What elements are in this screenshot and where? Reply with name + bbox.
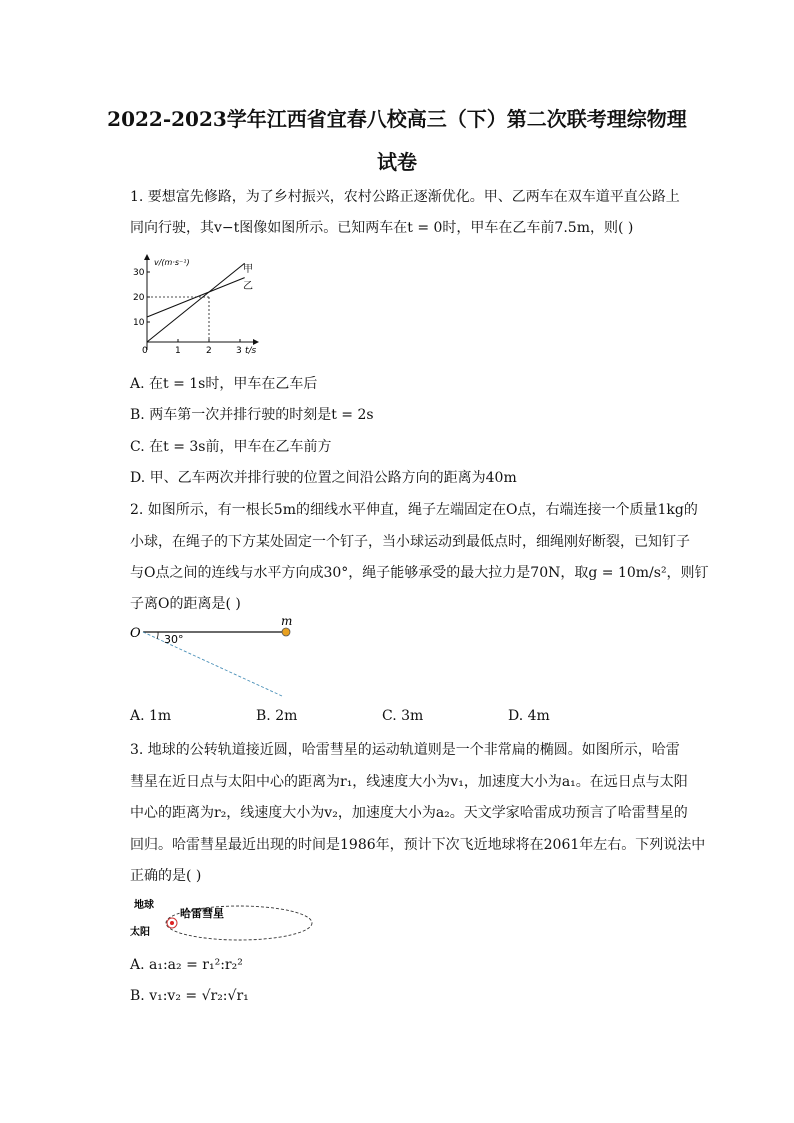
q1-vt-graph xyxy=(125,252,265,360)
q1-xlabel: t/s xyxy=(245,346,257,356)
q1-ytick-label: 10 xyxy=(133,318,145,328)
q1-y-arrow xyxy=(144,254,150,260)
q1-ytick-label: 20 xyxy=(133,293,145,303)
q1-xtick-label: 2 xyxy=(206,346,212,356)
q2-option-b: B. 2m xyxy=(256,708,298,724)
q2-text-line2: 小球，在绳子的下方某处固定一个钉子，当小球运动到最低点时，细绳刚好断裂，已知钉子 xyxy=(130,534,690,550)
q3-label-earth: 地球 xyxy=(134,900,154,911)
q2-option-a: A. 1m xyxy=(130,708,172,724)
q3-label-comet: 哈雷彗星 xyxy=(180,907,224,920)
q2-option-c: C. 3m xyxy=(382,708,424,724)
q1-option-c: C. 在t = 3s前，甲车在乙车前方 xyxy=(130,439,332,455)
q1-xtick-label: 0 xyxy=(142,346,148,356)
q3-text-line3: 中心的距离为r₂，线速度大小为v₂，加速度大小为a₂。天文学家哈雷成功预言了哈雷彗星的 xyxy=(130,805,688,821)
q1-series-yi-line xyxy=(147,278,245,317)
q1-option-a: A. 在t = 1s时，甲车在乙车后 xyxy=(130,376,318,392)
q3-text-line4: 回归。哈雷彗星最近出现的时间是1986年，预计下次飞近地球将在2061年左右。下列说法中 xyxy=(130,837,706,853)
q2-text-line3: 与O点之间的连线与水平方向成30°，绳子能够承受的最大拉力是70N，取g = 10m/s²，则钉 xyxy=(130,565,709,581)
q1-ylabel: v/(m·s⁻¹) xyxy=(154,258,190,267)
q1-xtick-label: 3 xyxy=(236,346,242,356)
q3-option-a: A. a₁:a₂ = r₁²:r₂² xyxy=(130,957,243,973)
q2-label-o: O xyxy=(130,626,141,641)
q1-series-yi-label: 乙 xyxy=(243,281,253,292)
q1-option-d: D. 甲、乙车两次并排行驶的位置之间沿公路方向的距离为40m xyxy=(130,470,517,486)
q3-text-line5: 正确的是( ) xyxy=(130,868,202,884)
q1-x-arrow xyxy=(253,339,259,345)
q3-label-sun: 太阳 xyxy=(130,927,150,938)
q3-text-line1: 3. 地球的公转轨道接近圆，哈雷彗星的运动轨道则是一个非常扁的椭圆。如图所示，哈雷 xyxy=(130,742,680,758)
q2-option-d: D. 4m xyxy=(508,708,550,724)
q1-text-line2: 同向行驶，其v−t图像如图所示。已知两车在t = 0时，甲车在乙车前7.5m，则( ) xyxy=(130,220,634,236)
q2-angle-label: 30° xyxy=(164,633,184,646)
q2-ball xyxy=(282,628,290,636)
q2-angle-arc xyxy=(157,632,158,639)
q1-series-jia-label: 甲 xyxy=(243,264,253,275)
q2-text-line1: 2. 如图所示，有一根长5m的细线水平伸直，绳子左端固定在O点，右端连接一个质量1kg的 xyxy=(130,502,698,518)
doc-title-line2: 试卷 xyxy=(377,150,417,174)
q1-series-jia-line xyxy=(147,263,245,342)
q3-orbit-figure xyxy=(128,893,318,945)
q1-xtick-label: 1 xyxy=(175,346,181,356)
q3-option-b: B. v₁:v₂ = √r₂:√r₁ xyxy=(130,988,249,1004)
q3-sun xyxy=(170,921,174,925)
doc-title-line1: 2022-2023学年江西省宜春八校高三（下）第二次联考理综物理 xyxy=(107,107,687,131)
q1-option-b: B. 两车第一次并排行驶的时刻是t = 2s xyxy=(130,407,374,423)
q2-rope-figure xyxy=(128,614,303,698)
q3-text-line2: 彗星在近日点与太阳中心的距离为r₁，线速度大小为v₁，加速度大小为a₁。在远日点与太阳 xyxy=(130,774,688,790)
q2-text-line4: 子离O的距离是( ) xyxy=(130,596,241,612)
q2-label-m: m xyxy=(281,614,293,628)
q1-text-line1: 1. 要想富先修路，为了乡村振兴，农村公路正逐渐优化。甲、乙两车在双车道平直公路上 xyxy=(130,189,680,205)
q1-ytick-label: 30 xyxy=(133,268,145,278)
